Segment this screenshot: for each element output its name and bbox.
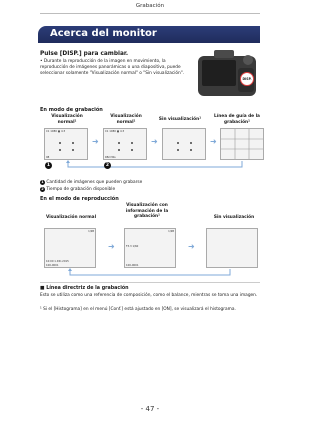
rec-caption-1: Visualización normal¹ [51, 114, 83, 125]
play-screen-normal [44, 228, 96, 268]
legend-num: 1 [41, 180, 44, 184]
legend-text: Cantidad de imágenes que pueden grabarse [46, 180, 143, 185]
rec-caption-2: Visualización normal¹ [110, 114, 142, 125]
legend-item-1 [40, 180, 142, 186]
legend-num: 2 [41, 187, 44, 191]
play-screen-info [124, 228, 176, 268]
disp-button-label: DISP. [242, 77, 252, 81]
play-caption-3: Sin visualización [213, 215, 255, 220]
play-caption-2: Visualización con información de la grabación¹ [125, 203, 169, 219]
rec-screen-none [162, 128, 206, 160]
playback-heading: En el modo de reproducción [40, 196, 119, 202]
rec-screen-status: C1 1080 ▣ 4:3 [46, 130, 66, 133]
rec-screen-normal-1 [44, 128, 88, 160]
play-screen-date: 10:00 1.DIC.2015 [46, 260, 69, 263]
title-banner [38, 26, 260, 43]
divider [40, 282, 260, 283]
play-screen-none [206, 228, 258, 268]
rec-screen-status: C1 1080 ▣ 4:3 [105, 130, 125, 133]
play-screen-counter: 1/98 [88, 230, 94, 233]
arrow-right-icon: ➜ [210, 137, 217, 146]
rec-caption-3: Sin visualización¹ [158, 117, 202, 122]
recording-heading: En modo de grabación [40, 107, 103, 113]
page-number: - 47 - [140, 405, 160, 413]
play-caption-1: Visualización normal [45, 215, 97, 220]
guide-body: Esto se utiliza como una referencia de composición, como el balance, mientras se toma una imagen. [40, 293, 258, 298]
rec-screen-counter: 98 [46, 156, 50, 159]
header-divider [40, 13, 260, 14]
arrow-right-icon: ➜ [151, 137, 158, 146]
arrow-right-icon: ➜ [92, 137, 99, 146]
arrow-right-icon: ➜ [108, 242, 115, 251]
callout-2: 2 [105, 163, 110, 168]
legend-item-2 [40, 187, 115, 193]
rec-screen-time: R8m30s [105, 156, 116, 159]
guide-note: ¹ Si el [Histograma] en el menú [Conf.] está ajustado en [ON], se visualizará el histograma. [40, 307, 236, 312]
arrow-right-icon: ➜ [188, 242, 195, 251]
legend-text: Tiempo de grabación disponible [46, 187, 116, 192]
camera-illustration [196, 48, 260, 100]
callout-1: 1 [46, 163, 51, 168]
intro-heading: Pulse [DISP.] para cambiar. [40, 51, 129, 57]
intro-bullet: • Durante la reproducción de la imagen en movimiento, la reproducción de imágenes panorámicas o una diapositiva, puede seleccionar solamente "Visualización normal" o "Sin visualización". [40, 59, 185, 76]
play-screen-counter: 1/98 [168, 230, 174, 233]
rec-screen-guide [220, 128, 264, 160]
play-screen-file: 100-0001 [126, 264, 139, 267]
rec-caption-4: Línea de guía de la grabación¹ [214, 114, 260, 125]
play-screen-info-text: F3.3 1/60 [126, 245, 139, 248]
return-arrow [66, 160, 246, 170]
disp-button-callout [240, 72, 254, 86]
section-header: Grabación [135, 3, 165, 9]
return-arrow [68, 268, 234, 278]
play-screen-file: 100-0001 [46, 264, 59, 267]
page-title: Acerca del monitor [50, 28, 157, 39]
guide-heading: ■ Línea directriz de la grabación [40, 286, 129, 291]
rec-screen-normal-2 [103, 128, 147, 160]
